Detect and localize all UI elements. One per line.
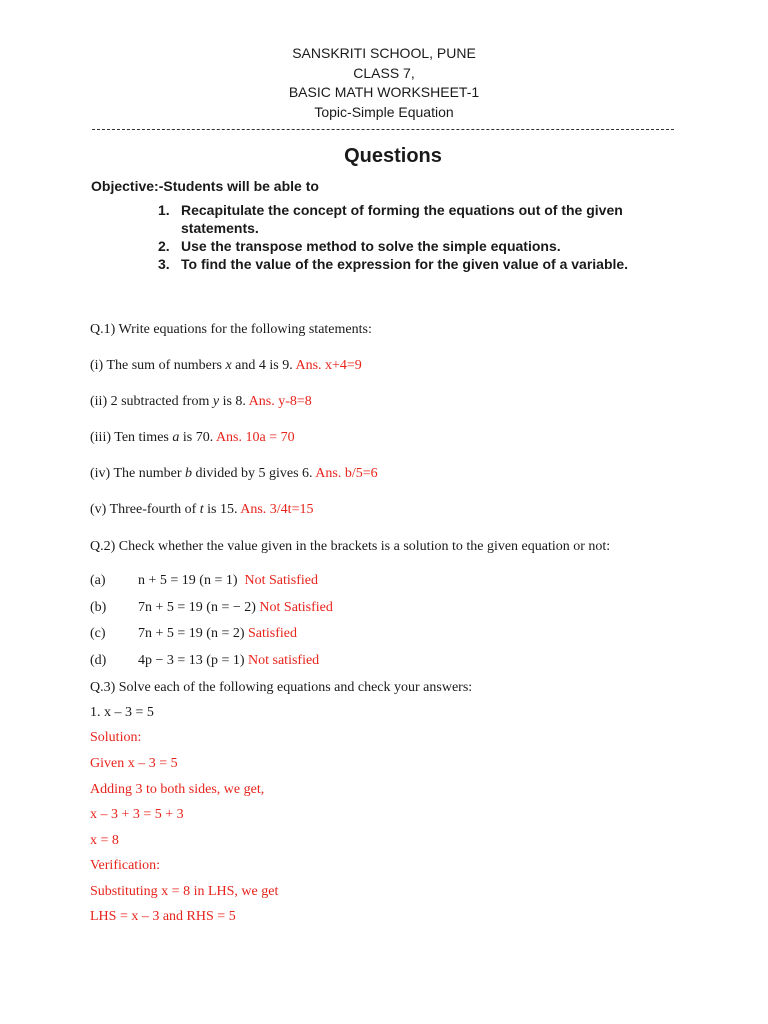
q1-item-text: divided by 5 gives 6.: [192, 466, 316, 481]
solution-heading: Solution:: [90, 730, 142, 745]
objective-text-continued: statements.: [181, 220, 259, 236]
objective-item: [158, 255, 678, 273]
objective-number: 2.: [158, 238, 170, 254]
q2-equation: 7n + 5 = 19 (n = − 2): [138, 600, 256, 615]
q1-prompt: Q.1) Write equations for the following statements:: [90, 322, 372, 337]
q1-answer: Ans. y-8=8: [248, 394, 312, 409]
q3-prompt: Q.3) Solve each of the following equations and check your answers:: [90, 680, 473, 695]
topic-line: Topic-Simple Equation: [314, 103, 454, 120]
document-header: [0, 44, 768, 122]
worksheet-name: BASIC MATH WORKSHEET-1: [288, 84, 480, 100]
q2-result: Satisfied: [248, 626, 298, 641]
q1-answer: Ans. b/5=6: [315, 466, 378, 481]
q1-item-variable: y: [212, 394, 220, 409]
q1-item: [90, 501, 313, 519]
q2-equation: 4p − 3 = 13 (p = 1): [138, 653, 245, 668]
q1-item-text: is 8.: [219, 394, 249, 409]
verification-step: LHS = x – 3 and RHS = 5: [90, 909, 236, 924]
objective-text: Recapitulate the concept of forming the equations out of the given: [181, 202, 623, 218]
q1-item-variable: t: [199, 502, 204, 517]
q1-item-variable: x: [225, 358, 232, 373]
q1-item: [90, 357, 362, 375]
q2-equation: n + 5 = 19 (n = 1): [138, 573, 238, 588]
objective-number: 3.: [158, 256, 170, 272]
q2-item-label: (a): [90, 573, 106, 588]
objective-list: [158, 201, 678, 273]
objective-heading: Objective:-Students will be able to: [91, 178, 319, 194]
q2-result: Not Satisfied: [244, 573, 319, 588]
q2-result: Not Satisfied: [259, 600, 333, 615]
q1-answer: Ans. x+4=9: [295, 358, 362, 373]
header-divider: [92, 129, 674, 130]
q1-item-text: is 70.: [179, 430, 216, 445]
q1-item-text: (v) Three-fourth of: [90, 502, 200, 517]
q1-item-text: is 15.: [203, 502, 241, 517]
q2-item-label: (b): [90, 600, 107, 615]
q1-item-text: (ii) 2 subtracted from: [90, 394, 213, 409]
objective-number: 1.: [158, 202, 170, 218]
q2-result: Not satisfied: [248, 653, 320, 668]
q2-item: [90, 625, 297, 643]
solution-step: x – 3 + 3 = 5 + 3: [90, 807, 184, 822]
q1-item-variable: b: [185, 466, 192, 481]
q2-equation: 7n + 5 = 19 (n = 2): [138, 626, 245, 641]
class-line: CLASS 7,: [353, 64, 415, 81]
q2-item-label: (c): [90, 626, 106, 641]
verification-heading: Verification:: [90, 858, 160, 873]
q1-item-variable: a: [172, 430, 180, 445]
q1-item-text: (i) The sum of numbers: [90, 358, 226, 373]
q2-item-label: (d): [90, 653, 107, 668]
q2-prompt: Q.2) Check whether the value given in the brackets is a solution to the given equation or not:: [90, 539, 611, 554]
objective-item: [158, 201, 678, 237]
q2-item: [90, 599, 333, 617]
solution-step: x = 8: [90, 833, 119, 848]
q1-item: [90, 429, 295, 447]
objective-item: [158, 237, 678, 255]
q1-item-text: and 4 is 9.: [231, 358, 296, 373]
q1-item: [90, 465, 378, 483]
q2-item: [90, 652, 319, 670]
verification-step: Substituting x = 8 in LHS, we get: [90, 884, 279, 899]
solution-step: Adding 3 to both sides, we get,: [90, 782, 265, 797]
q1-item: [90, 393, 312, 411]
q3-item: 1. x – 3 = 5: [90, 705, 154, 720]
q2-item: [90, 572, 318, 590]
school-name: SANSKRITI SCHOOL, PUNE: [292, 45, 476, 61]
page-title: Questions: [344, 145, 442, 167]
q1-answer: Ans. 3/4t=15: [240, 502, 314, 517]
solution-step: Given x – 3 = 5: [90, 756, 178, 771]
q1-item-text: (iv) The number: [90, 466, 185, 481]
objective-text: To find the value of the expression for the given value of a variable.: [181, 256, 629, 272]
q1-answer: Ans. 10a = 70: [215, 430, 295, 445]
q1-item-text: (iii) Ten times: [90, 430, 173, 445]
objective-text: Use the transpose method to solve the simple equations.: [181, 238, 561, 254]
